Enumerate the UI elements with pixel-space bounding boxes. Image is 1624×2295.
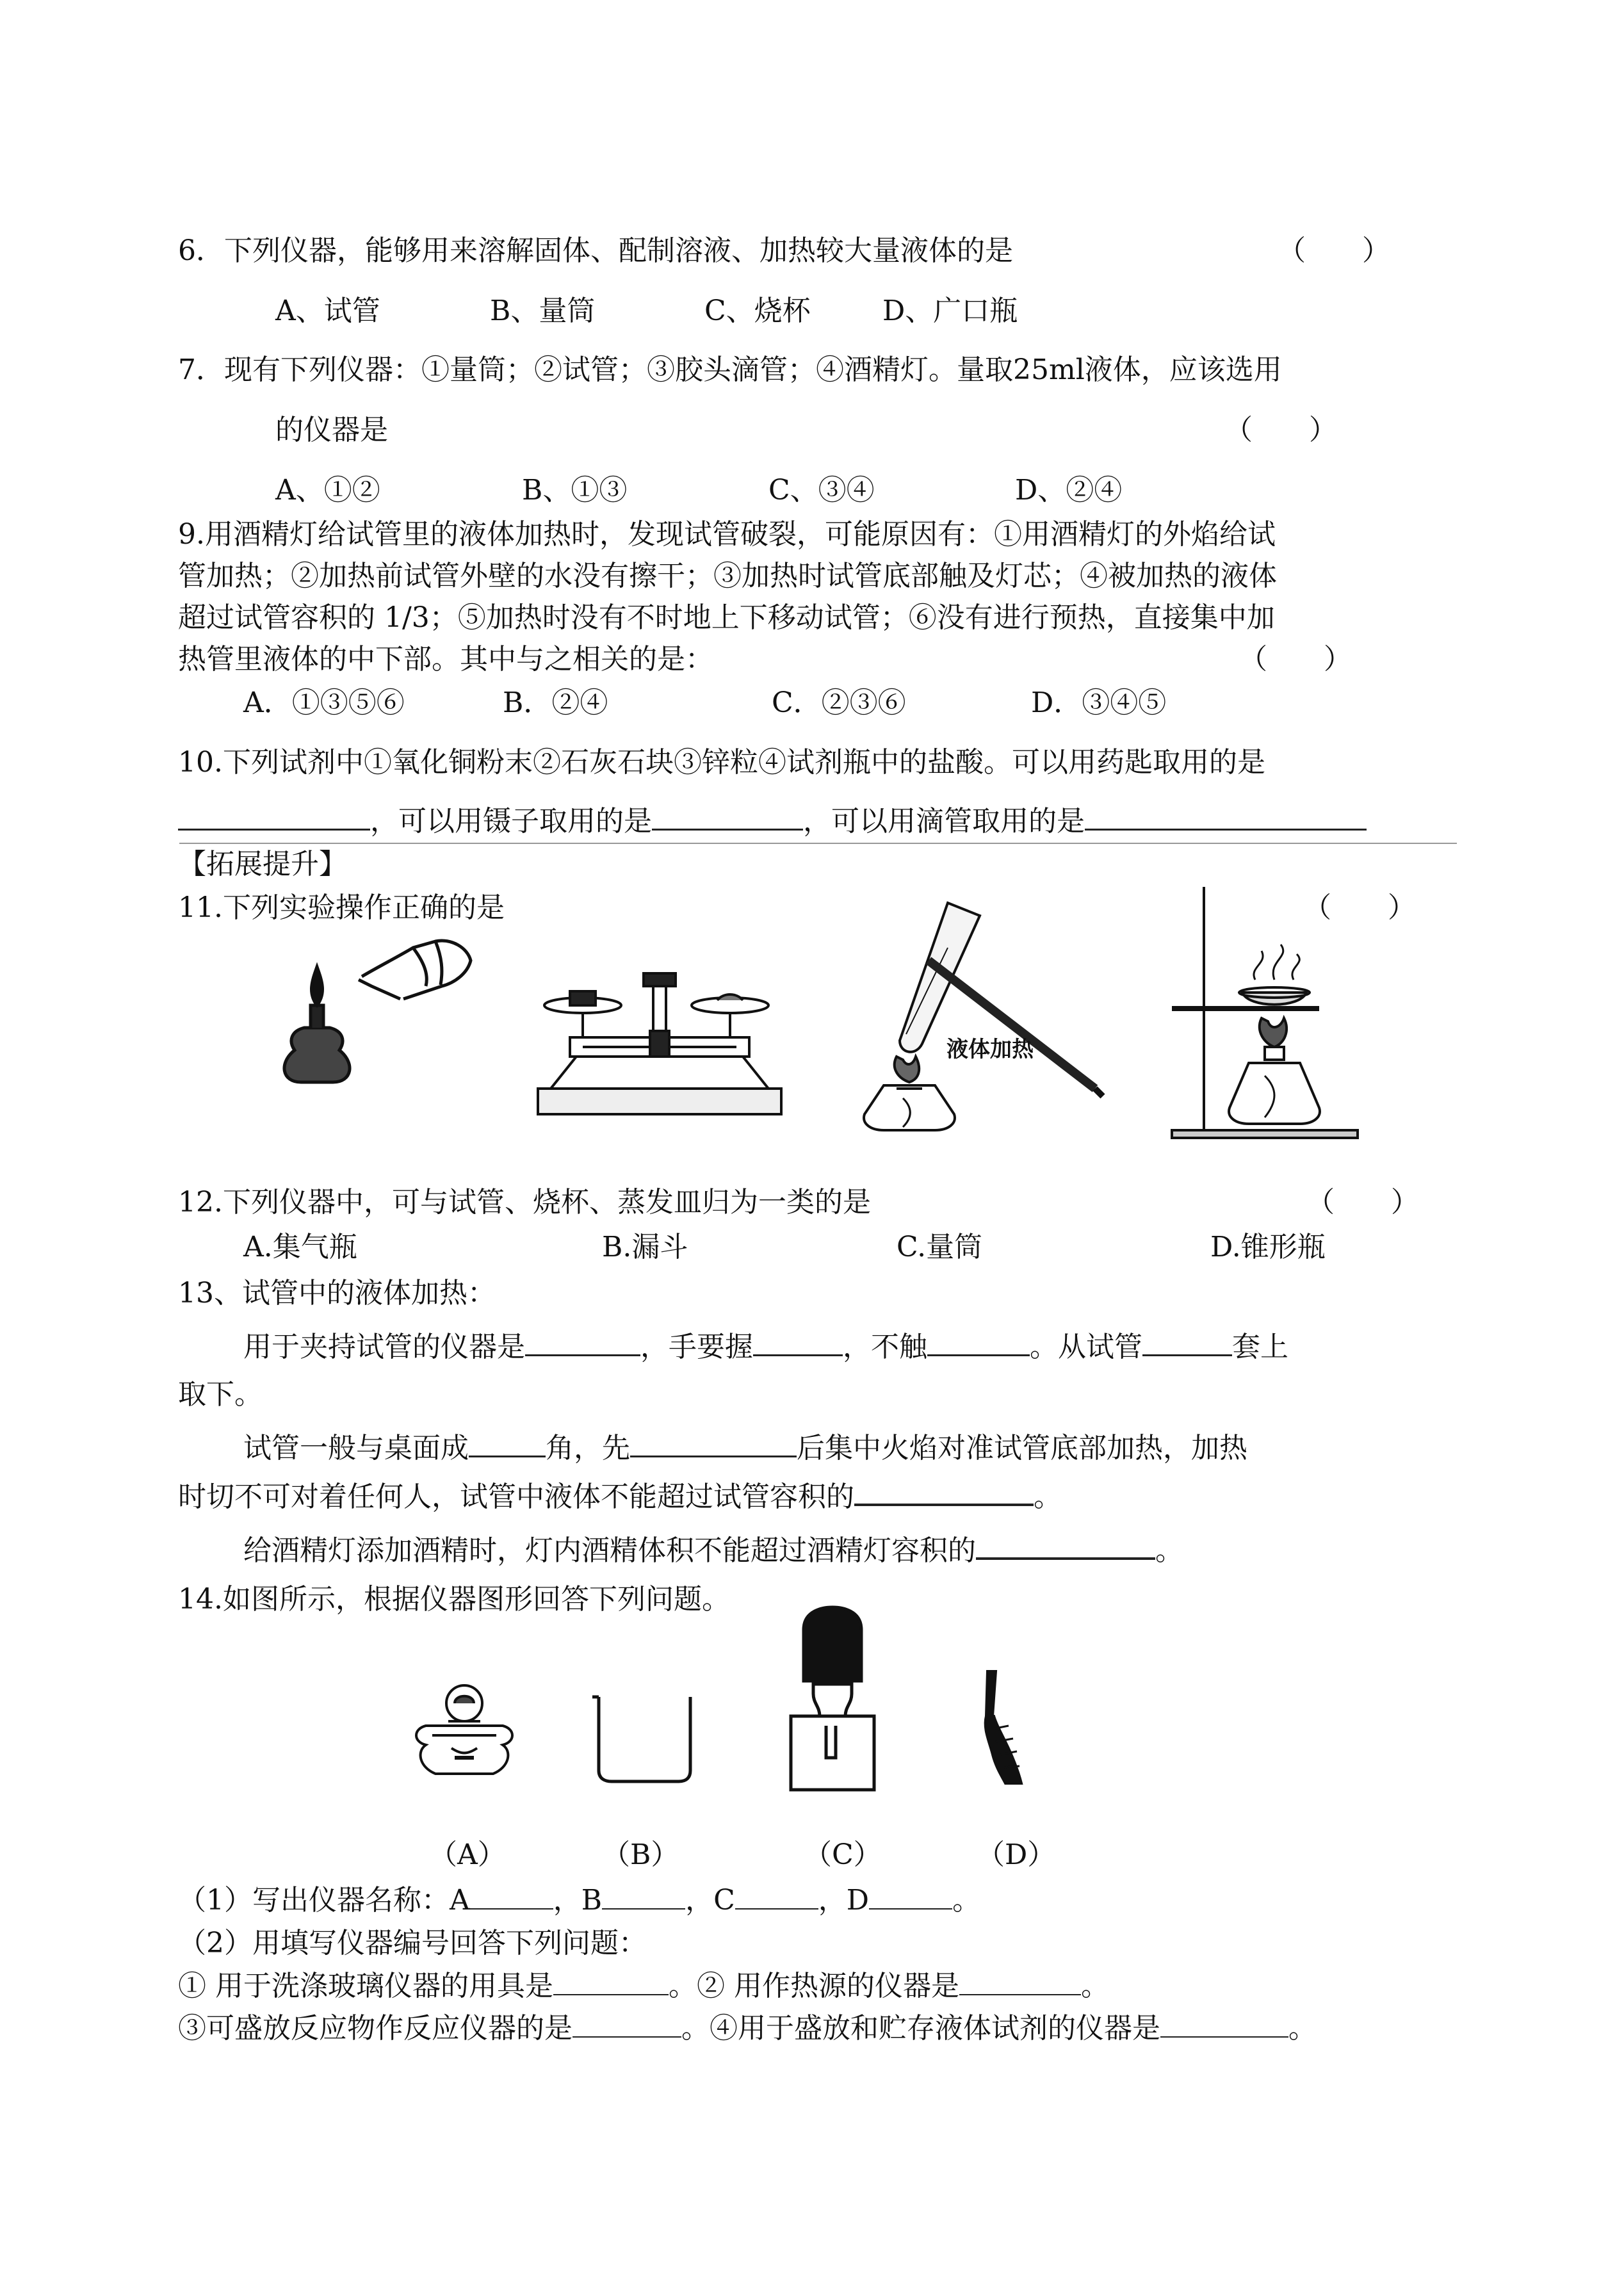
q6-option-d: D、广口瓶 (882, 295, 1018, 327)
q12-option-a: A.集气瓶 (243, 1231, 357, 1263)
q14-s3-text-a: ③可盛放反应物作反应仪器的是 (178, 2012, 572, 2045)
q6-option-c: C、烧杯 (704, 295, 811, 327)
q9-option-b: B．②④ (503, 686, 608, 719)
q6-stem: 6．下列仪器，能够用来溶解固体、配制溶液、加热较大量液体的是 (178, 234, 1013, 267)
q9-option-a: A．①③⑤⑥ (243, 686, 405, 719)
q13-p3-text-a: 给酒精灯添加酒精时，灯内酒精体积不能超过酒精灯容积的 (243, 1534, 976, 1567)
q11-answer-paren: （ ） (1303, 891, 1416, 924)
q14-label-a: （A） (429, 1838, 506, 1871)
q13-blank-lamp-volume[interactable] (976, 1532, 1155, 1560)
q10-blank-dropper[interactable] (1085, 803, 1367, 831)
q13-blank-notouch[interactable] (927, 1329, 1030, 1356)
q9-stem-line4: 热管里液体的中下部。其中与之相关的是： (178, 643, 713, 676)
q14-s3-text-c: 。 (1288, 2012, 1317, 2045)
q13-p2-text-d: 时切不可对着任何人，试管中液体不能超过试管容积的 (178, 1480, 854, 1513)
q9-answer-paren: （ ） (1239, 643, 1352, 676)
q9-stem-line2: 管加热；②加热前试管外壁的水没有擦干；③加热时试管底部触及灯芯；④被加热的液体 (178, 560, 1277, 592)
q14-blank-a[interactable] (470, 1883, 553, 1910)
q7-option-b: B、①③ (522, 474, 628, 507)
section-title: 【拓展提升】 (178, 848, 347, 880)
q7-stem-line2: 的仪器是 (275, 414, 388, 446)
q13-blank-direction[interactable] (1142, 1329, 1232, 1356)
q13-blank-holder[interactable] (525, 1329, 640, 1356)
q13-p1-text-a: 用于夹持试管的仪器是 (243, 1331, 525, 1363)
q7-option-d: D、②④ (1015, 474, 1123, 507)
q9-option-c: C．②③⑥ (772, 686, 906, 719)
q13-blank-angle[interactable] (469, 1430, 546, 1457)
q10-blank-tweezers[interactable] (652, 803, 803, 831)
q13-p1-text-e: 套上 (1232, 1331, 1288, 1363)
q14-label-c: （C） (804, 1838, 882, 1871)
q7-answer-paren: （ ） (1224, 414, 1337, 446)
q14-blank-b[interactable] (602, 1883, 685, 1910)
q9-stem-line1: 9.用酒精灯给试管里的液体加热时，发现试管破裂，可能原因有：①用酒精灯的外焰给试 (178, 518, 1276, 551)
q13-p2-text-a: 试管一般与桌面成 (243, 1432, 469, 1464)
q14-blank-d[interactable] (869, 1883, 952, 1910)
q14-blank-reaction[interactable] (572, 2011, 681, 2038)
q13-p2-text-e: 。 (1034, 1480, 1062, 1513)
q14-s3-text-b: 。④用于盛放和贮存液体试剂的仪器是 (681, 2012, 1160, 2045)
q10-text-tweezers: ，可以用镊子取用的是 (370, 805, 652, 838)
q7-option-a: A、①② (275, 474, 380, 507)
q6-option-b: B、量筒 (490, 295, 596, 327)
q10-fill-line (178, 803, 1367, 839)
q13-blank-preheat[interactable] (630, 1430, 797, 1457)
q14-blank-c[interactable] (735, 1883, 818, 1910)
q10-text-dropper: ，可以用滴管取用的是 (803, 805, 1085, 838)
q14-sub1-text-a: （1）写出仪器名称：A (178, 1884, 470, 1917)
q13-para2-line2 (178, 1478, 1062, 1515)
q14-s1-text-c: 。 (1081, 1970, 1109, 2002)
q13-p1-text-c: ，不触 (843, 1331, 927, 1363)
q14-blank-heat-source[interactable] (959, 1968, 1081, 1995)
balance-scale-illustration (525, 961, 794, 1127)
q13-blank-volume[interactable] (854, 1478, 1034, 1506)
q14-sub2: （2）用填写仪器编号回答下列问题： (178, 1927, 647, 1959)
q13-para1-line2: 取下。 (178, 1378, 263, 1411)
q13-para3 (243, 1532, 1183, 1569)
q14-s1-text-b: 。② 用作热源的仪器是 (669, 1970, 959, 2002)
dropper-bottle-c-illustration (778, 1604, 887, 1793)
q14-sub1-text-c: ，C (685, 1884, 735, 1917)
q9-option-d: D．③④⑤ (1031, 686, 1167, 719)
q6-answer-paren: （ ） (1278, 234, 1390, 267)
q13-p1-text-d: 。从试管 (1030, 1331, 1142, 1363)
q14-s1-text-a: ① 用于洗涤玻璃仪器的用具是 (178, 1970, 553, 2002)
q13-p1-text-b: ，手要握 (640, 1331, 753, 1363)
q6-option-a: A、试管 (275, 295, 380, 327)
section-divider (179, 843, 1457, 844)
q14-sub1-text-b: ，B (553, 1884, 603, 1917)
iron-stand-heating-illustration (1165, 884, 1370, 1140)
q12-option-c: C.量筒 (897, 1231, 983, 1263)
q12-option-b: B.漏斗 (602, 1231, 688, 1263)
q13-p2-text-c: 后集中火焰对准试管底部加热，加热 (797, 1432, 1247, 1464)
q7-stem-line1: 7．现有下列仪器：①量筒；②试管；③胶头滴管；④酒精灯。量取25ml液体，应该选用 (178, 353, 1282, 386)
q13-p3-text-b: 。 (1155, 1534, 1183, 1567)
liquid-heating-label: 液体加热 (946, 1037, 1034, 1062)
alcohol-lamp-a-illustration (407, 1678, 522, 1787)
q14-blank-storage[interactable] (1160, 2011, 1288, 2038)
q14-sub1-text-e: 。 (952, 1884, 981, 1917)
q14-sub1 (178, 1883, 980, 1918)
q10-stem: 10.下列试剂中①氧化铜粉末②石灰石块③锌粒④试剂瓶中的盐酸。可以用药匙取用的是 (178, 746, 1265, 779)
q13-blank-grip[interactable] (753, 1329, 843, 1356)
lamp-lighting-illustration (275, 922, 480, 1089)
q14-label-d: （D） (977, 1838, 1056, 1871)
q13-para2-line1 (243, 1430, 1247, 1466)
beaker-b-illustration (589, 1684, 698, 1787)
q14-sub2-line1 (178, 1968, 1109, 2004)
liquid-heating-illustration (852, 896, 1108, 1133)
q13-p2-text-b: 角，先 (546, 1432, 630, 1464)
q13-para1-line1 (243, 1329, 1288, 1365)
q10-blank-spoon[interactable] (178, 803, 370, 831)
q14-blank-washing[interactable] (553, 1968, 669, 1995)
q14-label-b: （B） (602, 1838, 679, 1871)
test-tube-brush-d-illustration (973, 1665, 1037, 1793)
q12-answer-paren: （ ） (1306, 1186, 1419, 1219)
q13-stem: 13、试管中的液体加热： (178, 1277, 496, 1310)
q14-sub2-line2 (178, 2011, 1317, 2047)
q11-stem: 11.下列实验操作正确的是 (178, 891, 505, 924)
q12-stem: 12.下列仪器中，可与试管、烧杯、蒸发皿归为一类的是 (178, 1186, 871, 1219)
q9-stem-line3: 超过试管容积的 1/3；⑤加热时没有不时地上下移动试管；⑥没有进行预热，直接集中加 (178, 601, 1275, 634)
q14-stem: 14.如图所示，根据仪器图形回答下列问题。 (178, 1583, 730, 1616)
q7-option-c: C、③④ (768, 474, 875, 507)
q14-sub1-text-d: ，D (818, 1884, 870, 1917)
q12-option-d: D.锥形瓶 (1210, 1231, 1326, 1263)
